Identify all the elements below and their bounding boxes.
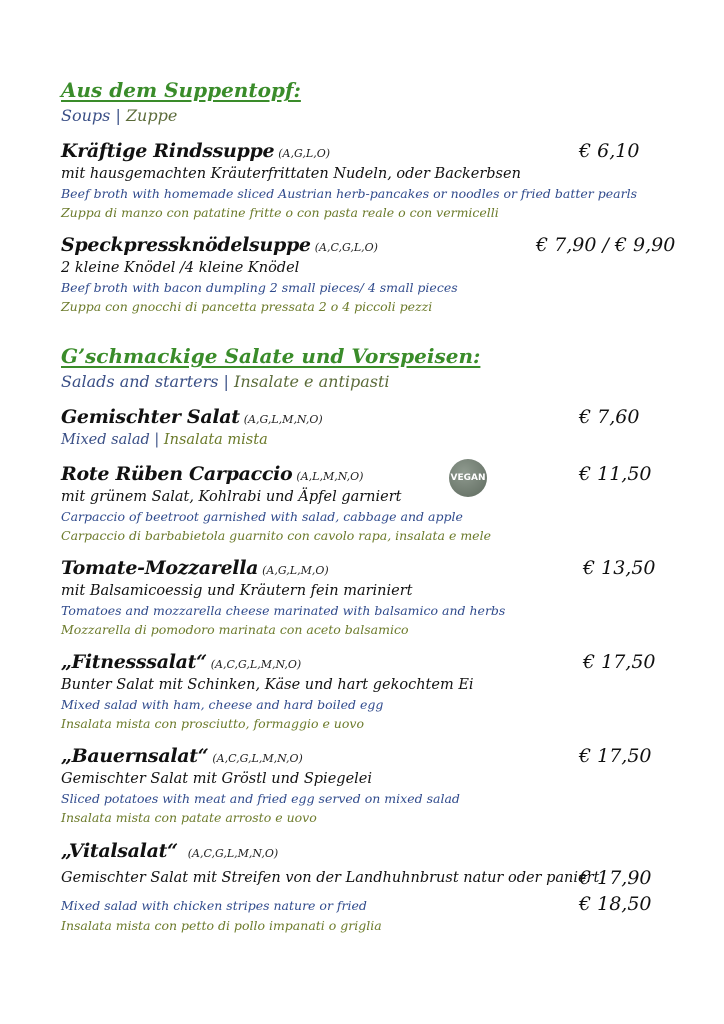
section-title-soups: Aus dem Suppentopf: bbox=[61, 78, 301, 102]
description-en: Carpaccio of beetroot garnished with salad, cabbage and apple bbox=[61, 509, 463, 524]
item-name: Rote Rüben Carpaccio (A,L,M,N,O) bbox=[61, 463, 364, 485]
description-it: Insalata mista con prosciutto, formaggio e uovo bbox=[61, 716, 364, 731]
allergens: (A,C,G,L,M,N,O) bbox=[210, 658, 302, 671]
subtitle-separator: | bbox=[223, 372, 229, 391]
subtitle-en: Salads and starters bbox=[61, 372, 219, 391]
description-en: Tomatoes and mozzarella cheese marinated with balsamico and herbs bbox=[61, 603, 506, 618]
item-name: „Fitnesssalat“ (A,C,G,L,M,N,O) bbox=[61, 651, 302, 673]
description-de: Bunter Salat mit Schinken, Käse und hart gekochtem Ei bbox=[61, 677, 474, 693]
description-en: Mixed salad with chicken stripes nature or fried bbox=[61, 898, 367, 913]
description-it: Insalata mista con petto di pollo impanati o griglia bbox=[61, 918, 382, 933]
section-title-salads: G’schmackige Salate und Vorspeisen: bbox=[61, 344, 481, 368]
description-de: 2 kleine Knödel /4 kleine Knödel bbox=[61, 260, 300, 276]
description-it: Insalata mista con patate arrosto e uovo bbox=[61, 810, 317, 825]
description-en: Sliced potatoes with meat and fried egg served on mixed salad bbox=[61, 791, 460, 806]
item-price: € 13,50 bbox=[583, 557, 656, 579]
item-price: € 7,90 / € 9,90 bbox=[536, 234, 676, 256]
allergens: (A,C,G,L,M,N,O) bbox=[212, 752, 303, 765]
item-name: „Vitalsalat“ (A,C,G,L,M,N,O) bbox=[61, 840, 279, 862]
item-price: € 6,10 bbox=[579, 140, 640, 162]
allergens: (A,G,L,O) bbox=[278, 147, 330, 160]
allergens: (A,G,L,M,O) bbox=[262, 564, 329, 577]
item-name: Kräftige Rindssuppe (A,G,L,O) bbox=[61, 140, 330, 162]
description-en: Beef broth with homemade sliced Austrian herb-pancakes or noodles or fried batter pearls bbox=[61, 186, 637, 201]
description-en: Beef broth with bacon dumpling 2 small pieces/ 4 small pieces bbox=[61, 280, 458, 295]
item-price-paniert: € 18,50 bbox=[579, 893, 652, 915]
section-subtitle-soups bbox=[61, 106, 177, 125]
vegan-badge-icon: VEGAN bbox=[449, 459, 487, 497]
subtitle-it: Zuppe bbox=[125, 106, 178, 125]
item-name: „Bauernsalat“ (A,C,G,L,M,N,O) bbox=[61, 745, 303, 767]
description-de: Gemischter Salat mit Streifen von der Landhuhnbrust natur oder paniert bbox=[61, 870, 600, 886]
subtitle-en: Soups bbox=[61, 106, 111, 125]
item-price-natur: € 17,90 bbox=[579, 867, 652, 889]
description-en: Mixed salad bbox=[61, 432, 150, 448]
item-price: € 7,60 bbox=[579, 406, 640, 428]
description-de: Gemischter Salat mit Gröstl und Spiegelei bbox=[61, 771, 372, 787]
allergens: (A,L,M,N,O) bbox=[296, 470, 364, 483]
description-it: Mozzarella di pomodoro marinata con aceto balsamico bbox=[61, 622, 409, 637]
item-price: € 17,50 bbox=[579, 745, 652, 767]
description-it: Zuppa di manzo con patatine fritte o con pasta reale o con vermicelli bbox=[61, 205, 499, 220]
description-separator: | bbox=[154, 432, 160, 448]
item-name: Speckpressknödelsuppe (A,C,G,L,O) bbox=[61, 234, 378, 256]
allergens: (A,C,G,L,M,N,O) bbox=[187, 847, 279, 860]
description-it: Insalata mista bbox=[163, 432, 268, 448]
subtitle-it: Insalate e antipasti bbox=[234, 372, 390, 391]
description-en: Mixed salad with ham, cheese and hard boiled egg bbox=[61, 697, 384, 712]
section-subtitle-salads bbox=[61, 372, 390, 391]
item-name: Tomate-Mozzarella (A,G,L,M,O) bbox=[61, 557, 329, 579]
description-it: Zuppa con gnocchi di pancetta pressata 2 o 4 piccoli pezzi bbox=[61, 299, 433, 314]
allergens: (A,G,L,M,N,O) bbox=[243, 413, 323, 426]
description-de: mit grünem Salat, Kohlrabi und Äpfel garniert bbox=[61, 489, 402, 505]
description-combined bbox=[61, 432, 268, 448]
description-de: mit Balsamicoessig und Kräutern fein mariniert bbox=[61, 583, 413, 599]
subtitle-separator: | bbox=[115, 106, 121, 125]
item-price: € 11,50 bbox=[579, 463, 652, 485]
description-de: mit hausgemachten Kräuterfrittaten Nudeln, oder Backerbsen bbox=[61, 166, 521, 182]
allergens: (A,C,G,L,O) bbox=[314, 241, 378, 254]
description-it: Carpaccio di barbabietola guarnito con cavolo rapa, insalata e mele bbox=[61, 528, 491, 543]
item-name: Gemischter Salat (A,G,L,M,N,O) bbox=[61, 406, 323, 428]
item-price: € 17,50 bbox=[583, 651, 656, 673]
